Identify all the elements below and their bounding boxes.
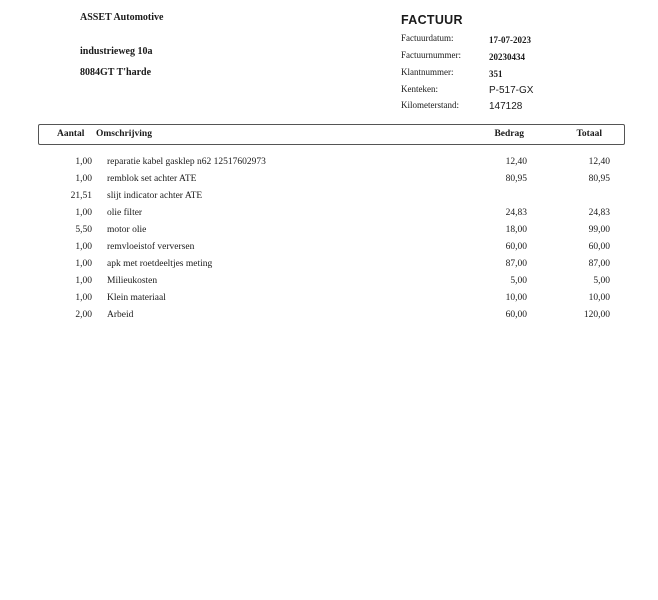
cell-price: 10,00 (505, 293, 527, 303)
meta-value: 17-07-2023 (489, 35, 531, 45)
company-street: industrieweg 10a (80, 46, 153, 57)
cell-price: 87,00 (505, 259, 527, 269)
table-row (0, 293, 658, 310)
cell-quantity: 1,00 (75, 208, 92, 218)
cell-description: motor olie (107, 225, 147, 235)
column-header-totaal: Totaal (576, 129, 602, 139)
cell-description: remvloeistof verversen (107, 242, 195, 252)
invoice-title: FACTUUR (401, 13, 463, 27)
meta-value: 351 (489, 69, 503, 79)
table-row (0, 242, 658, 259)
cell-description: slijt indicator achter ATE (107, 191, 203, 201)
meta-label: Kenteken: (401, 84, 438, 94)
cell-price: 60,00 (505, 242, 527, 252)
cell-total: 10,00 (588, 293, 610, 303)
cell-total: 12,40 (588, 157, 610, 167)
cell-total: 87,00 (588, 259, 610, 269)
meta-value: P-517-GX (489, 85, 534, 96)
table-row (0, 259, 658, 276)
cell-price: 80,95 (505, 174, 527, 184)
table-row (0, 174, 658, 191)
table-row (0, 157, 658, 174)
cell-total: 99,00 (588, 225, 610, 235)
cell-description: olie filter (107, 208, 143, 218)
cell-price: 18,00 (505, 225, 527, 235)
meta-label: Kilometerstand: (401, 100, 459, 110)
cell-description: Arbeid (107, 310, 134, 320)
table-row (0, 191, 658, 208)
cell-price: 24,83 (505, 208, 527, 218)
cell-price: 60,00 (505, 310, 527, 320)
cell-quantity: 1,00 (75, 276, 92, 286)
cell-description: apk met roetdeeltjes meting (107, 259, 213, 269)
cell-quantity: 1,00 (75, 242, 92, 252)
cell-total: 5,00 (593, 276, 610, 286)
column-header-aantal: Aantal (57, 129, 85, 139)
cell-price: 12,40 (505, 157, 527, 167)
meta-customer-number (401, 67, 601, 83)
cell-description: Milieukosten (107, 276, 158, 286)
meta-label: Factuurnummer: (401, 50, 461, 60)
meta-label: Factuurdatum: (401, 33, 454, 43)
company-name: ASSET Automotive (80, 12, 164, 23)
cell-description: remblok set achter ATE (107, 174, 197, 184)
cell-description: reparatie kabel gasklep n62 12517602973 (107, 157, 266, 167)
meta-invoice-date (401, 33, 601, 49)
meta-value: 147128 (489, 101, 523, 112)
cell-description: Klein materiaal (107, 293, 166, 303)
table-row (0, 310, 658, 327)
meta-value: 20230434 (489, 52, 525, 62)
column-header-omschrijving: Omschrijving (96, 129, 152, 139)
meta-license-plate (401, 84, 601, 100)
cell-quantity: 1,00 (75, 259, 92, 269)
cell-total: 60,00 (588, 242, 610, 252)
table-row (0, 276, 658, 293)
cell-quantity: 21,51 (70, 191, 92, 201)
company-city: 8084GT T'harde (80, 67, 152, 78)
cell-quantity: 1,00 (75, 293, 92, 303)
cell-total: 24,83 (588, 208, 610, 218)
meta-label: Klantnummer: (401, 67, 454, 77)
table-header (38, 124, 625, 145)
cell-quantity: 5,50 (75, 225, 92, 235)
column-header-bedrag: Bedrag (494, 129, 524, 139)
cell-total: 120,00 (583, 310, 610, 320)
cell-price: 5,00 (510, 276, 527, 286)
cell-quantity: 1,00 (75, 157, 92, 167)
cell-quantity: 2,00 (75, 310, 92, 320)
cell-quantity: 1,00 (75, 174, 92, 184)
meta-mileage (401, 100, 601, 116)
meta-invoice-number (401, 50, 601, 66)
cell-total: 80,95 (588, 174, 610, 184)
table-row (0, 225, 658, 242)
table-row (0, 208, 658, 225)
